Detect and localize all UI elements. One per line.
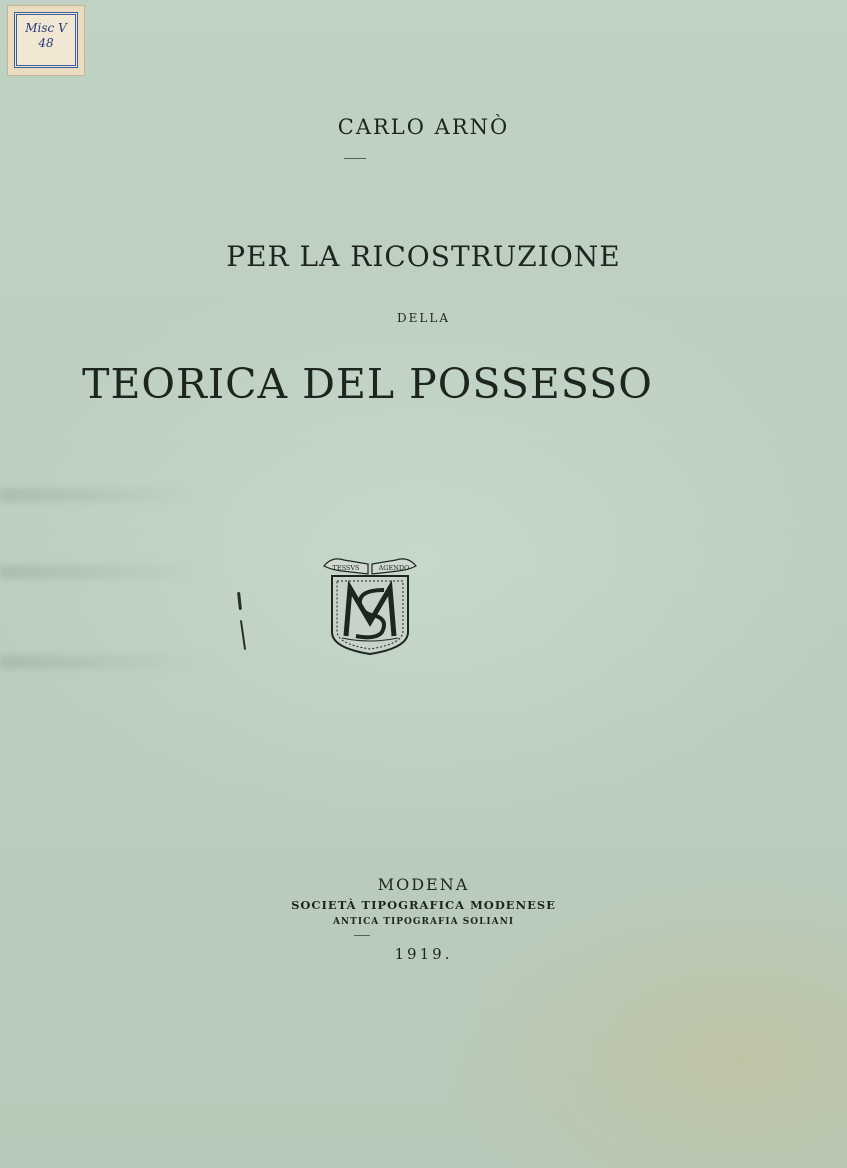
imprint-publisher: SOCIETÀ TIPOGRAFICA MODENESE [291,898,556,912]
ink-mark [240,620,246,650]
shelf-mark-label [7,5,85,76]
author-name: CARLO ARNÒ [337,115,510,139]
title-line-2: TEORICA DEL POSSESSO [82,360,653,408]
ink-mark [237,592,242,610]
imprint-former-name: ANTICA TIPOGRAFIA SOLIANI [332,917,515,927]
printer-monogram-emblem-icon [320,552,420,658]
imprint-year: 1919. [394,945,453,963]
emblem-motto-left: TESSVS [332,564,360,572]
shelf-mark-text [14,12,78,68]
paper-fold [0,565,200,579]
divider-short [344,158,366,159]
shelf-mark-line2: 48 [38,36,54,50]
emblem-motto-right: AGENDO [378,564,410,572]
title-connector: DELLA [397,311,450,325]
divider-short [354,935,370,936]
title-line-1: PER LA RICOSTRUZIONE [226,240,621,273]
shelf-mark-line1: Misc V [25,21,67,35]
paper-fold [0,655,200,669]
paper-fold [0,488,200,502]
imprint-city: MODENA [377,875,470,894]
